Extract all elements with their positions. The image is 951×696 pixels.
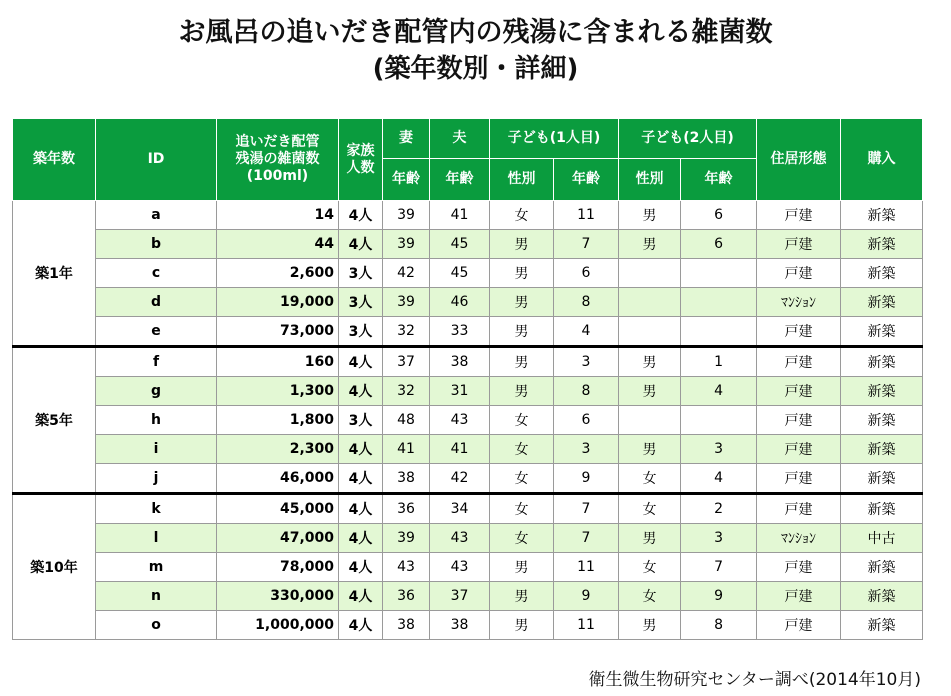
cell-child2-age: 4 <box>681 464 757 494</box>
cell-husband-age: 37 <box>430 582 490 611</box>
cell-husband-age: 43 <box>430 524 490 553</box>
cell-id: j <box>96 464 217 494</box>
cell-child1-age: 8 <box>554 377 619 406</box>
cell-child2-age: 1 <box>681 347 757 377</box>
cell-bacteria-count: 2,600 <box>217 259 339 288</box>
cell-purchase: 新築 <box>841 494 923 524</box>
cell-child2-sex: 男 <box>619 611 681 640</box>
cell-child1-sex: 男 <box>490 347 554 377</box>
cell-child1-age: 4 <box>554 317 619 347</box>
cell-child2-age: 3 <box>681 435 757 464</box>
cell-bacteria-count: 45,000 <box>217 494 339 524</box>
group-label: 築1年 <box>13 201 96 347</box>
cell-child2-sex: 女 <box>619 553 681 582</box>
cell-purchase: 新築 <box>841 259 923 288</box>
cell-id: f <box>96 347 217 377</box>
cell-child2-sex: 男 <box>619 230 681 259</box>
cell-child1-sex: 女 <box>490 524 554 553</box>
cell-bacteria-count: 73,000 <box>217 317 339 347</box>
cell-child1-sex: 男 <box>490 553 554 582</box>
cell-husband-age: 33 <box>430 317 490 347</box>
cell-family-size: 4人 <box>339 377 383 406</box>
header-id: ID <box>96 119 217 201</box>
cell-housing: 戸建 <box>757 377 841 406</box>
cell-housing: 戸建 <box>757 553 841 582</box>
cell-purchase: 新築 <box>841 201 923 230</box>
cell-family-size: 4人 <box>339 464 383 494</box>
cell-child1-sex: 女 <box>490 435 554 464</box>
cell-housing: 戸建 <box>757 494 841 524</box>
cell-purchase: 新築 <box>841 464 923 494</box>
cell-housing: 戸建 <box>757 230 841 259</box>
cell-family-size: 4人 <box>339 494 383 524</box>
cell-id: a <box>96 201 217 230</box>
cell-family-size: 4人 <box>339 201 383 230</box>
cell-child1-sex: 男 <box>490 582 554 611</box>
cell-family-size: 4人 <box>339 524 383 553</box>
header-family-line2: 人数 <box>346 159 375 176</box>
cell-housing: 戸建 <box>757 611 841 640</box>
cell-family-size: 4人 <box>339 230 383 259</box>
table-row <box>13 553 923 582</box>
cell-id: g <box>96 377 217 406</box>
cell-child2-age: 3 <box>681 524 757 553</box>
cell-id: e <box>96 317 217 347</box>
cell-purchase: 新築 <box>841 230 923 259</box>
cell-child1-sex: 男 <box>490 288 554 317</box>
cell-purchase: 中古 <box>841 524 923 553</box>
cell-husband-age: 43 <box>430 406 490 435</box>
cell-child2-age: 2 <box>681 494 757 524</box>
cell-child2-sex: 男 <box>619 201 681 230</box>
cell-id: b <box>96 230 217 259</box>
cell-child1-age: 3 <box>554 435 619 464</box>
cell-child2-sex: 男 <box>619 347 681 377</box>
table-row <box>13 201 923 230</box>
cell-family-size: 4人 <box>339 553 383 582</box>
cell-id: m <box>96 553 217 582</box>
table-row <box>13 317 923 347</box>
cell-purchase: 新築 <box>841 406 923 435</box>
header-purchase: 購入 <box>841 119 923 201</box>
cell-child1-age: 9 <box>554 464 619 494</box>
cell-family-size: 3人 <box>339 259 383 288</box>
cell-child1-age: 7 <box>554 524 619 553</box>
table-row <box>13 435 923 464</box>
table-body <box>13 201 923 640</box>
cell-wife-age: 39 <box>383 230 430 259</box>
cell-husband-age: 31 <box>430 377 490 406</box>
table-row <box>13 347 923 377</box>
cell-wife-age: 39 <box>383 201 430 230</box>
cell-purchase: 新築 <box>841 553 923 582</box>
cell-wife-age: 39 <box>383 524 430 553</box>
page-title: お風呂の追いだき配管内の残湯に含まれる雑菌数 <box>178 17 773 48</box>
header-bacteria-line2: 残湯の雑菌数 <box>235 151 320 167</box>
cell-wife-age: 38 <box>383 464 430 494</box>
cell-id: c <box>96 259 217 288</box>
cell-purchase: 新築 <box>841 347 923 377</box>
cell-child2-age <box>681 288 757 317</box>
cell-child1-age: 6 <box>554 259 619 288</box>
cell-wife-age: 38 <box>383 611 430 640</box>
cell-wife-age: 37 <box>383 347 430 377</box>
cell-wife-age: 32 <box>383 317 430 347</box>
cell-bacteria-count: 1,300 <box>217 377 339 406</box>
bacteria-table <box>12 118 923 640</box>
table-row <box>13 524 923 553</box>
cell-husband-age: 43 <box>430 553 490 582</box>
cell-bacteria-count: 47,000 <box>217 524 339 553</box>
cell-child1-age: 11 <box>554 611 619 640</box>
cell-bacteria-count: 14 <box>217 201 339 230</box>
cell-housing: 戸建 <box>757 582 841 611</box>
group-label: 築10年 <box>13 494 96 640</box>
table-row <box>13 377 923 406</box>
header-wife-age: 年齢 <box>383 159 430 201</box>
cell-child2-sex <box>619 288 681 317</box>
table-row <box>13 611 923 640</box>
cell-id: i <box>96 435 217 464</box>
cell-family-size: 3人 <box>339 288 383 317</box>
header-child2: 子ども(2人目) <box>619 119 757 159</box>
cell-bacteria-count: 1,800 <box>217 406 339 435</box>
cell-wife-age: 32 <box>383 377 430 406</box>
table-row <box>13 288 923 317</box>
cell-husband-age: 38 <box>430 611 490 640</box>
cell-child2-age <box>681 317 757 347</box>
source-note: 衛生微生物研究センター調べ(2014年10月) <box>588 670 921 690</box>
cell-child2-age: 8 <box>681 611 757 640</box>
cell-bacteria-count: 44 <box>217 230 339 259</box>
cell-purchase: 新築 <box>841 377 923 406</box>
cell-bacteria-count: 78,000 <box>217 553 339 582</box>
cell-housing: ﾏﾝｼｮﾝ <box>757 524 841 553</box>
cell-child1-sex: 男 <box>490 230 554 259</box>
cell-child2-age <box>681 406 757 435</box>
cell-child2-sex: 女 <box>619 494 681 524</box>
cell-child2-sex: 女 <box>619 582 681 611</box>
cell-child1-age: 9 <box>554 582 619 611</box>
cell-wife-age: 43 <box>383 553 430 582</box>
cell-id: k <box>96 494 217 524</box>
header-bacteria-count <box>217 119 339 201</box>
cell-child1-sex: 男 <box>490 259 554 288</box>
cell-child2-sex: 男 <box>619 435 681 464</box>
cell-housing: 戸建 <box>757 317 841 347</box>
header-child2-sex: 性別 <box>619 159 681 201</box>
cell-husband-age: 41 <box>430 201 490 230</box>
cell-child2-age: 6 <box>681 201 757 230</box>
cell-child2-age <box>681 259 757 288</box>
cell-wife-age: 36 <box>383 582 430 611</box>
cell-purchase: 新築 <box>841 582 923 611</box>
table-row <box>13 582 923 611</box>
header-husband-age: 年齢 <box>430 159 490 201</box>
table-row <box>13 259 923 288</box>
cell-child1-age: 8 <box>554 288 619 317</box>
cell-wife-age: 48 <box>383 406 430 435</box>
cell-bacteria-count: 160 <box>217 347 339 377</box>
cell-child1-sex: 女 <box>490 494 554 524</box>
cell-child2-age: 9 <box>681 582 757 611</box>
cell-housing: ﾏﾝｼｮﾝ <box>757 288 841 317</box>
cell-bacteria-count: 46,000 <box>217 464 339 494</box>
cell-child1-sex: 女 <box>490 464 554 494</box>
cell-husband-age: 46 <box>430 288 490 317</box>
header-child1-age: 年齢 <box>554 159 619 201</box>
cell-family-size: 4人 <box>339 347 383 377</box>
cell-child2-sex: 男 <box>619 377 681 406</box>
cell-housing: 戸建 <box>757 201 841 230</box>
header-family-line1: 家族 <box>346 142 375 159</box>
cell-id: o <box>96 611 217 640</box>
cell-bacteria-count: 2,300 <box>217 435 339 464</box>
cell-child2-age: 7 <box>681 553 757 582</box>
cell-bacteria-count: 330,000 <box>217 582 339 611</box>
header-child2-age: 年齢 <box>681 159 757 201</box>
cell-wife-age: 39 <box>383 288 430 317</box>
cell-child1-sex: 男 <box>490 611 554 640</box>
header-family-size <box>339 119 383 201</box>
cell-family-size: 4人 <box>339 582 383 611</box>
table-row <box>13 494 923 524</box>
cell-husband-age: 45 <box>430 259 490 288</box>
cell-child1-sex: 男 <box>490 317 554 347</box>
page-subtitle: (築年数別・詳細) <box>372 54 579 84</box>
cell-housing: 戸建 <box>757 347 841 377</box>
cell-purchase: 新築 <box>841 288 923 317</box>
cell-child1-age: 11 <box>554 201 619 230</box>
cell-bacteria-count: 19,000 <box>217 288 339 317</box>
cell-family-size: 4人 <box>339 435 383 464</box>
cell-id: n <box>96 582 217 611</box>
cell-child2-sex: 女 <box>619 464 681 494</box>
cell-child1-sex: 男 <box>490 377 554 406</box>
cell-child1-sex: 女 <box>490 201 554 230</box>
cell-housing: 戸建 <box>757 406 841 435</box>
table-row <box>13 230 923 259</box>
cell-child1-age: 11 <box>554 553 619 582</box>
cell-family-size: 3人 <box>339 406 383 435</box>
header-wife: 妻 <box>383 119 430 159</box>
cell-child2-sex <box>619 317 681 347</box>
cell-child2-sex <box>619 259 681 288</box>
cell-family-size: 4人 <box>339 611 383 640</box>
cell-wife-age: 42 <box>383 259 430 288</box>
cell-husband-age: 41 <box>430 435 490 464</box>
header-bacteria-line1: 追いだき配管 <box>235 134 320 150</box>
table-row <box>13 406 923 435</box>
cell-wife-age: 36 <box>383 494 430 524</box>
cell-family-size: 3人 <box>339 317 383 347</box>
cell-purchase: 新築 <box>841 435 923 464</box>
cell-child2-sex: 男 <box>619 524 681 553</box>
cell-id: d <box>96 288 217 317</box>
cell-child1-age: 3 <box>554 347 619 377</box>
cell-husband-age: 34 <box>430 494 490 524</box>
header-bacteria-line3: (100ml) <box>246 168 309 184</box>
header-housing: 住居形態 <box>757 119 841 201</box>
cell-housing: 戸建 <box>757 464 841 494</box>
cell-husband-age: 38 <box>430 347 490 377</box>
cell-child1-sex: 女 <box>490 406 554 435</box>
header-years: 築年数 <box>13 119 96 201</box>
cell-id: h <box>96 406 217 435</box>
table-row <box>13 464 923 494</box>
cell-purchase: 新築 <box>841 317 923 347</box>
cell-housing: 戸建 <box>757 259 841 288</box>
header-child1: 子ども(1人目) <box>490 119 619 159</box>
cell-bacteria-count: 1,000,000 <box>217 611 339 640</box>
cell-child2-sex <box>619 406 681 435</box>
group-label: 築5年 <box>13 347 96 494</box>
cell-child1-age: 7 <box>554 494 619 524</box>
header-husband: 夫 <box>430 119 490 159</box>
cell-child1-age: 7 <box>554 230 619 259</box>
cell-wife-age: 41 <box>383 435 430 464</box>
cell-purchase: 新築 <box>841 611 923 640</box>
cell-child2-age: 4 <box>681 377 757 406</box>
cell-child2-age: 6 <box>681 230 757 259</box>
cell-housing: 戸建 <box>757 435 841 464</box>
cell-husband-age: 45 <box>430 230 490 259</box>
header-child1-sex: 性別 <box>490 159 554 201</box>
cell-child1-age: 6 <box>554 406 619 435</box>
cell-id: l <box>96 524 217 553</box>
cell-husband-age: 42 <box>430 464 490 494</box>
